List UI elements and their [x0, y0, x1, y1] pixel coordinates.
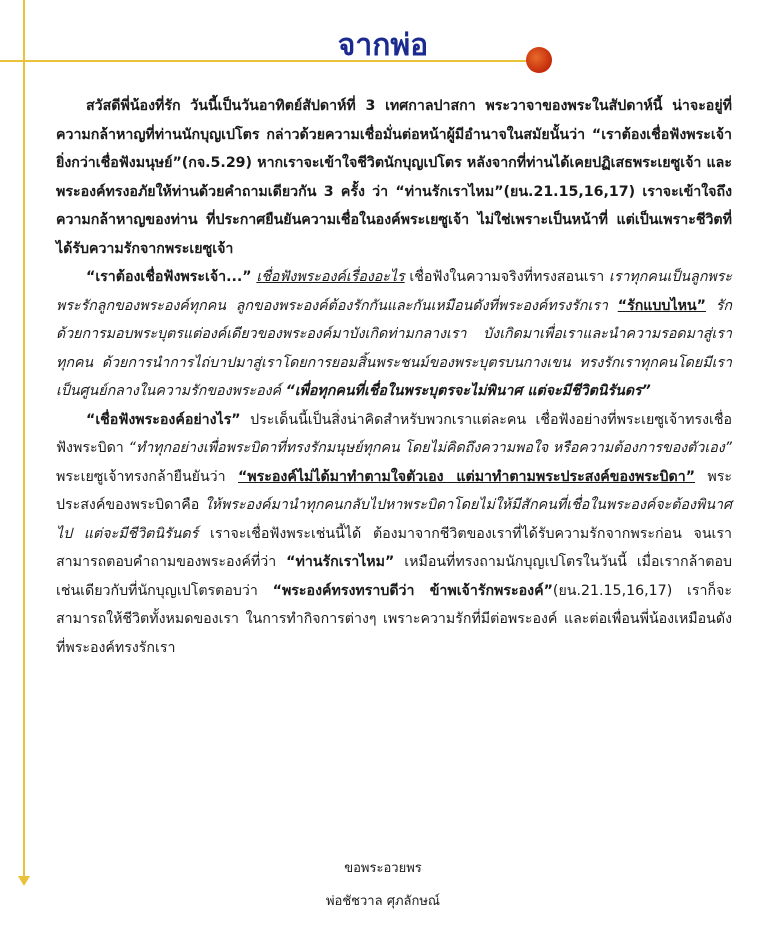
p2-bold-quote: “เพื่อทุกคนที่เชื่อในพระบุตรจะไม่พินาศ แต่จะมีชีวิตนิรันดร”	[285, 383, 651, 399]
p3-bold-quote-2: “พระองค์ทรงทราบดีว่า ข้าพเจ้ารักพระองค์”	[272, 582, 553, 599]
p2-question-2: “รักแบบไหน”	[617, 297, 706, 314]
p3-text-6: (ยน.21.15,16,17) เราก็จะสามารถให้ชีวิตทั้งหมดของเรา ในการทำกิจการต่างๆ เพราะความรักที่มีต่อพระองค์ และต่อเพื่อนพี่น้องเหมือนดังที่พระองค์ทรงรักเรา	[56, 582, 732, 656]
closing-blessing: ขอพระอวยพร	[344, 861, 422, 876]
page-title: จากพ่อ	[337, 28, 429, 63]
p3-text: ประเด็นนี้เป็นสิ่งน่าคิดสำหรับพวกเราแต่ละคน เชื่อฟังอย่างที่พระเยซูเจ้าทรงเชื่อฟังพระบิดา	[56, 411, 732, 456]
article-body	[56, 92, 732, 662]
p3-text-2: พระเยซูเจ้าทรงกล้ายืนยันว่า	[56, 468, 238, 485]
p3-text-3: พระประสงค์ของพระบิดาคือ	[56, 468, 732, 513]
paragraph-2	[56, 263, 732, 406]
p3-question: “เชื่อฟังพระองค์อย่างไร”	[86, 411, 241, 428]
p2-quote: “เราต้องเชื่อฟังพระเจ้า...”	[86, 269, 252, 285]
left-rule	[23, 0, 25, 880]
paragraph-1-text: สวัสดีพี่น้องที่รัก วันนี้เป็นวันอาทิตย์สัปดาห์ที่ 3 เทศกาลปาสกา พระวาจาของพระในสัปดาห์นี้ น่าจะอยู่ที่ความกล้าหาญที่ท่านนักบุญเปโตร กล่าวด้วยความเชื่อมั่นต่อหน้าผู้มีอำนาจในสมัยนั้นว่า “เราต้องเชื่อฟังพระเจ้า ยิ่งกว่าเชื่อฟังมนุษย์”(กจ.5.29) หากเราจะเข้าใจชีวิตนักบุญเปโตร หลังจากที่ท่านได้เคยปฏิเสธพระเยซูเจ้า และพระองค์ทรงอภัยให้ท่านด้วยคำถามเดียวกัน 3 ครั้ง ว่า “ท่านรักเราไหม”(ยน.21.15,16,17) เราจะเข้าใจถึงความกล้าหาญของท่าน ที่ประกาศยืนยันความเชื่อในองค์พระเยซูเจ้า ไม่ใช่เพราะเป็นหน้าที่ แต่เป็นเพราะชีวิตที่ได้รับความรักจากพระเยซูเจ้า	[56, 98, 732, 257]
p2-question: เชื่อฟังพระองค์เรื่องอะไร	[256, 269, 405, 285]
p3-text-5: เหมือนที่ทรงถามนักบุญเปโตรในวันนี้ เมื่อเรากล้าตอบเช่นเดียวกับที่นักบุญเปโตรตอบว่า	[56, 554, 732, 599]
p2-italic-text-2: รักด้วยการมอบพระบุตรแต่องค์เดียวของพระองค์มาบังเกิดท่ามกลางเรา บังเกิดมาเพื่อเราและนำความรอดมาสู่เราทุกคน ด้วยการนำการไถ่บาปมาสู่เราโดยการยอมสิ้นพระชนม์ของพระบุตรบนกางเขน ทรงรักเราทุกคนโดยมีเราเป็นศูนย์กลางในความรักของพระองค์	[56, 297, 732, 399]
p3-text-4: เราจะเชื่อฟังพระเช่นนี้ได้ ต้องมาจากชีวิตของเราที่ได้รับความรักจากพระก่อน จนเราสามารถตอบคำถามของพระองค์ที่ว่า	[56, 525, 732, 570]
paragraph-1	[56, 92, 732, 263]
p3-italic-text: ให้พระองค์มานำทุกคนกลับไปหาพระบิดาโดยไม่ให้มีสักคนที่เชื่อในพระองค์จะต้องพินาศไป แต่จะมีชีวิตนิรันดร์	[56, 497, 732, 542]
p2-text: เชื่อฟังในความจริงที่ทรงสอนเรา	[404, 269, 609, 285]
p3-italic-quote: “ทำทุกอย่างเพื่อพระบิดาที่ทรงรักมนุษย์ทุกคน โดยไม่คิดถึงความพอใจ หรือความต้องการของตัวเอง”	[128, 440, 733, 456]
signature: พ่อชัชวาล ศุภลักษณ์	[325, 894, 440, 909]
p3-bold-quote: “พระองค์ไม่ได้มาทำตามใจตัวเอง แต่มาทำตามพระประสงค์ของพระบิดา”	[237, 468, 696, 485]
p2-italic-text: เราทุกคนเป็นลูกพระ พระรักลูกของพระองค์ทุกคน ลูกของพระองค์ต้องรักกันและกันเหมือนดังที่พระองค์ทรงรักเรา	[56, 269, 732, 314]
paragraph-3	[56, 406, 732, 663]
p3-question-2: “ท่านรักเราไหม”	[286, 554, 395, 570]
